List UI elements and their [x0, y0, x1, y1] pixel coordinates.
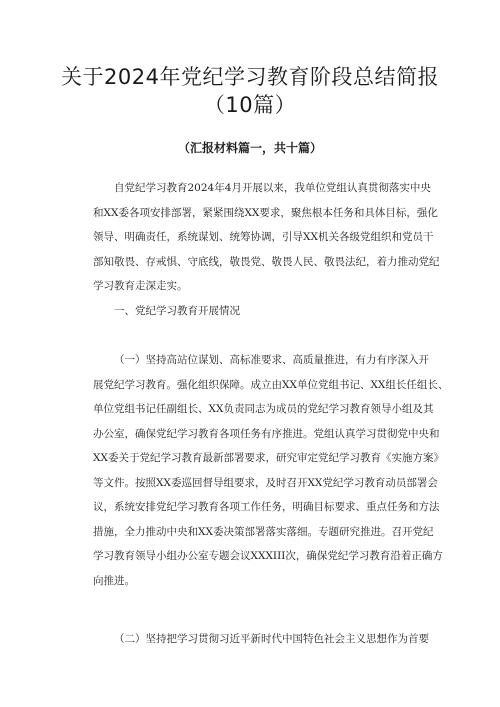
document-subtitle: （汇报材料篇一，共十篇） — [177, 141, 322, 155]
paragraph-line: 等文件。按照XX委巡回督导组要求，及时召开XX党纪学习教育动员部署会 — [93, 476, 438, 489]
paragraph-line: 学习教育走深走实。 — [93, 280, 188, 292]
paragraph-line: 和XX委各项安排部署，紧紧围绕XX要求，聚焦根本任务和具体目标，强化 — [93, 206, 438, 219]
paragraph-line: XX委关于党纪学习教育最新部署要求，研究审定党纪学习教育《实施方案》 — [93, 452, 444, 464]
paragraph-line: 措施，全力推动中央和XX委决策部署落实落细。专题研究推进。召开党纪 — [93, 525, 434, 538]
paragraph-line: 展党纪学习教育。强化组织保障。成立由XX单位党组书记、XX组长任组长、 — [93, 378, 449, 391]
section-heading — [93, 299, 409, 324]
paragraph-line: 学习教育领导小组办公室专题会议XXXIII次，确保党纪学习教育沿着正确方 — [93, 550, 443, 562]
section-heading-text: 一、党纪学习教育开展情况 — [114, 305, 240, 317]
section-paragraph-2 — [93, 627, 429, 652]
paragraph-line: 单位党组书记任副组长、XX负责同志为成员的党纪学习教育领导小组及其 — [93, 403, 434, 415]
intro-paragraph — [93, 176, 440, 299]
paragraph-line: 向推进。 — [93, 574, 135, 587]
paragraph-line: （二）坚持把学习贯彻习近平新时代中国特色社会主义思想作为首要 — [114, 633, 429, 645]
paragraph-line: 领导、明确责任，系统谋划、统筹协调，引导XX机关各级党组织和党员干 — [93, 231, 434, 243]
paragraph-line: （一）坚持高站位谋划、高标准要求、高质量推进，有力有序深入开 — [114, 354, 429, 366]
section-paragraph-1 — [93, 348, 449, 593]
paragraph-line: 办公室，确保党纪学习教育各项任务有序推进。党组认真学习贯彻党中央和 — [93, 427, 440, 440]
document-title-line-2: （10篇） — [203, 93, 297, 117]
paragraph-line: 议，系统安排党纪学习教育各项工作任务，明确目标要求、重点任务和方法 — [93, 501, 440, 513]
paragraph-line: 部知敬畏、存戒惧、守底线，敬畏党、敬畏人民、敬畏法纪，着力推动党纪 — [93, 255, 440, 268]
document-title-line-1: 关于2024年党纪学习教育阶段总结简报 — [61, 65, 439, 89]
paragraph-line: 自党纪学习教育2024年4月开展以来，我单位党组认真贯彻落实中央 — [114, 182, 431, 194]
